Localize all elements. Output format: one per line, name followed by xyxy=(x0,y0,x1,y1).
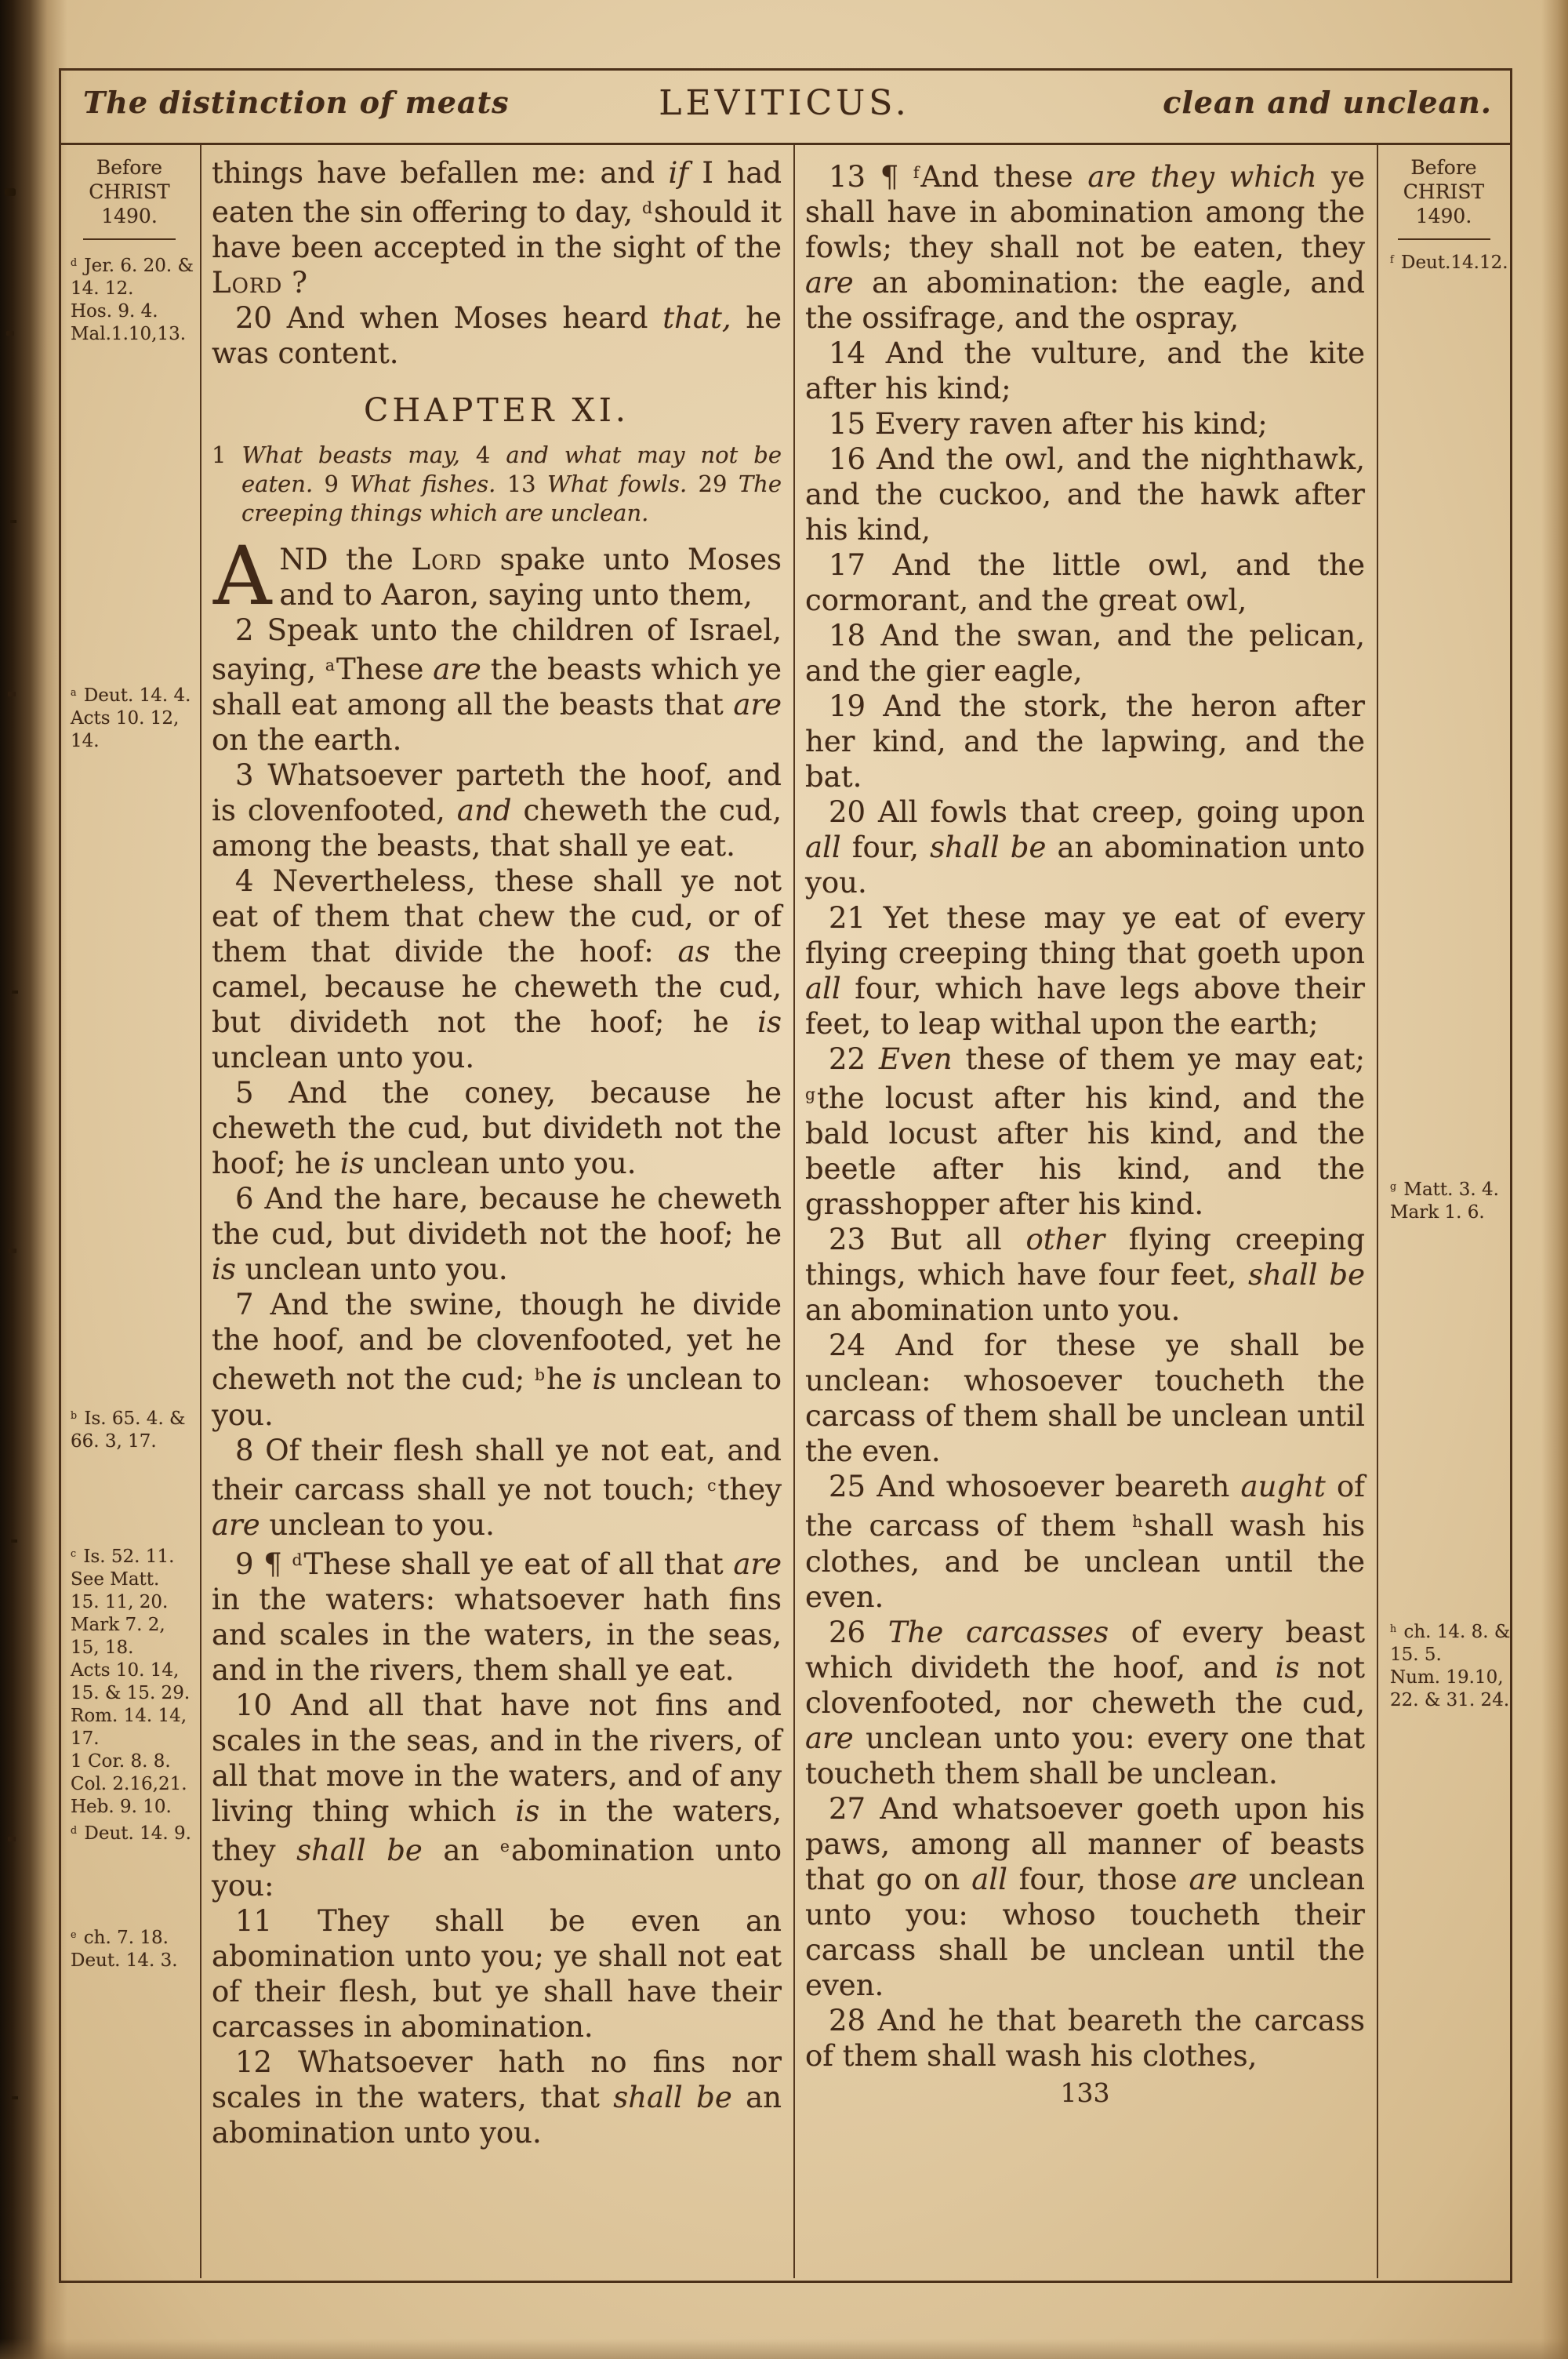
text-run: is xyxy=(757,1005,782,1040)
text-run: The carcasses xyxy=(887,1615,1109,1649)
text-run: See Matt. xyxy=(71,1568,160,1590)
book-title: LEVITICUS. xyxy=(659,83,910,123)
text-run: Mark 7. 2, xyxy=(71,1614,165,1635)
text-run: 15. 5. xyxy=(1390,1644,1442,1665)
text-run: things have befallen me: and xyxy=(212,156,669,190)
margin-note-line xyxy=(71,1796,198,1819)
verse-paragraph xyxy=(212,155,782,300)
margin-note-line xyxy=(71,730,198,753)
text-run: 16 And the owl, and the nighthawk, and the cuckoo, and the hawk after his kind, xyxy=(805,442,1365,547)
ref-letter: a xyxy=(71,686,77,698)
text-run: 7 And the swine, though he divide the hoof, and be clovenfooted, yet he cheweth not the cud; xyxy=(212,1288,782,1397)
verse-paragraph xyxy=(805,1615,1365,1791)
text-run: unclean unto you. xyxy=(364,1147,637,1181)
ref-letter: c xyxy=(707,1475,717,1495)
before-christ-block xyxy=(60,155,198,240)
text-run: Mal.1.10,13. xyxy=(71,323,187,344)
text-run: 17. xyxy=(71,1728,100,1749)
text-run: Hos. 9. 4. xyxy=(71,300,158,322)
before-christ-line: 1490. xyxy=(101,205,158,227)
text-run: 3 Whatsoever parteth the hoof, and is clovenfooted, xyxy=(212,758,782,828)
verse-paragraph xyxy=(212,529,782,624)
running-head-right: clean and unclean. xyxy=(1163,85,1492,120)
text-run: 14. 12. xyxy=(71,278,134,299)
text-run: is xyxy=(339,1147,365,1181)
verse-paragraph xyxy=(212,1543,782,1688)
verse-paragraph xyxy=(212,1287,782,1432)
margin-note-line xyxy=(71,1819,198,1845)
margin-note xyxy=(60,1404,198,1453)
margin-note-line xyxy=(71,1404,198,1430)
left-margin-column xyxy=(60,143,198,2278)
text-run: 25 And whosoever beareth xyxy=(829,1470,1241,1504)
text-run: 14. xyxy=(71,730,100,751)
text-run: other xyxy=(1025,1223,1105,1257)
text-run: is xyxy=(515,1794,540,1828)
text-run: 1 xyxy=(212,442,242,469)
text-run: are xyxy=(212,1507,260,1542)
text-run: four, xyxy=(840,831,931,865)
text-run: Deut. 14. 9. xyxy=(78,1823,191,1844)
ref-letter: e xyxy=(499,1836,510,1856)
text-run: 13 ¶ xyxy=(829,160,913,194)
verse-paragraph xyxy=(805,900,1365,1041)
margin-note xyxy=(60,1923,198,1972)
text-run: 4 Nevertheless, these shall ye not eat of them that chew the cud, or of them that divide the hoof: xyxy=(212,864,782,969)
margin-note-line xyxy=(71,323,198,346)
verse-paragraph xyxy=(805,1041,1365,1222)
text-run: 12 Whatsoever hath no fins nor scales in the waters, that xyxy=(212,2045,782,2115)
margin-note-line xyxy=(71,1614,198,1637)
verse-paragraph xyxy=(805,406,1365,442)
margin-note-line xyxy=(1390,1667,1508,1689)
text-run: an abomination: the eagle, and the ossifrage, and the ospray, xyxy=(805,266,1365,336)
text-run: unclean unto you: whoso toucheth their carcass shall be unclean until the even. xyxy=(805,1862,1366,2002)
text-run: Deut. 14. 4. xyxy=(78,685,191,706)
text-run: an xyxy=(422,1834,500,1868)
text-run: four, which have legs above their feet, to leap withal upon the earth; xyxy=(805,972,1365,1041)
text-run: CHAPTER XI. xyxy=(364,391,630,430)
before-christ-line: Before xyxy=(1410,156,1477,179)
text-run: The creeping things which are unclean. xyxy=(241,471,782,527)
text-run: Jer. 6. 20. & xyxy=(78,255,194,276)
text-run: 5 And the coney, because he cheweth the cud, but divideth not the hoof; he xyxy=(212,1076,782,1181)
ref-letter: h xyxy=(1390,1623,1397,1634)
text-run: 1 Cor. 8. 8. xyxy=(71,1750,171,1772)
verse-paragraph xyxy=(805,155,1365,336)
margin-note-line xyxy=(1390,1617,1511,1644)
verse-paragraph xyxy=(805,794,1365,900)
before-christ-line: 1490. xyxy=(1415,205,1472,227)
text-run: shall be xyxy=(613,2081,732,2115)
margin-note-line xyxy=(71,1542,198,1568)
text-run: 11 They shall be even an abomination unto you; ye shall not eat of their flesh, but ye shall have their carcasses in abomination. xyxy=(212,1904,782,2045)
before-christ-block xyxy=(1380,155,1508,240)
margin-note xyxy=(60,1542,198,1845)
text-run: and xyxy=(456,794,512,828)
text-run: unclean unto you. xyxy=(235,1252,508,1287)
before-christ-line: CHRIST xyxy=(89,180,170,203)
chapter-summary xyxy=(212,441,782,528)
chapter-heading xyxy=(212,393,782,428)
text-run: he xyxy=(546,1362,593,1397)
text-run: an abomination unto you. xyxy=(805,1293,1181,1328)
text-run: of the carcass of them xyxy=(805,1470,1365,1543)
margin-note xyxy=(60,681,198,753)
text-run: in the waters: whatsoever hath fins and scales in the waters, in the seas, and in the rivers, them shall ye eat. xyxy=(212,1582,782,1687)
margin-note-line xyxy=(71,251,198,278)
text-run: 22. & 31. 24. xyxy=(1390,1689,1510,1710)
text-run: four, those xyxy=(1007,1862,1189,1896)
verse-paragraph xyxy=(805,689,1365,794)
text-run: are they which xyxy=(1087,160,1317,194)
verse-paragraph xyxy=(212,1903,782,2045)
text-run: shall be xyxy=(930,831,1047,865)
text-run: 9 xyxy=(313,471,350,498)
margin-note-line xyxy=(71,1591,198,1614)
text-run: 19 And the stork, the heron after her kind, and the lapwing, and the bat. xyxy=(805,689,1365,794)
text-run: the camel, because he cheweth the cud, but divideth not the hoof; he xyxy=(212,935,782,1040)
margin-note-line xyxy=(71,1773,198,1796)
text-run: Deut.14.12. xyxy=(1395,252,1508,273)
margin-note-line xyxy=(71,1682,198,1705)
text-run: Deut. 14. 3. xyxy=(71,1950,178,1971)
margin-note-line xyxy=(71,1705,198,1728)
text-run: Acts 10. 14, xyxy=(71,1659,180,1681)
margin-note-line xyxy=(71,300,198,323)
margin-note xyxy=(60,251,198,346)
ref-letter: h xyxy=(1132,1512,1143,1532)
text-run: shall be xyxy=(1248,1258,1366,1292)
text-run: Num. 19.10, xyxy=(1390,1667,1504,1688)
text-run: What fishes. xyxy=(350,471,496,498)
verse-paragraph xyxy=(805,1791,1365,2003)
page-number: 133 xyxy=(1060,2077,1110,2108)
text-run: Is. 52. 11. xyxy=(78,1546,175,1567)
text-run: 29 xyxy=(687,471,739,498)
verse-paragraph xyxy=(212,2045,782,2150)
margin-note-line xyxy=(71,1923,198,1950)
verse-paragraph xyxy=(805,1328,1365,1469)
ref-letter: g xyxy=(805,1085,816,1104)
text-run: 66. 3, 17. xyxy=(71,1430,157,1452)
ref-letter: b xyxy=(535,1365,546,1385)
text-run: if xyxy=(668,156,689,190)
text-run: 8 Of their flesh shall ye not eat, and their carcass shall ye not touch; xyxy=(212,1433,782,1507)
text-run: Is. 65. 4. & xyxy=(78,1408,186,1429)
text-run: the beasts which ye shall eat among all the beasts that xyxy=(212,652,782,722)
text-run: unclean unto you. xyxy=(212,1041,475,1075)
text-run: that, xyxy=(662,301,731,336)
before-christ-rule xyxy=(83,238,176,240)
text-run: 15. & 15. 29. xyxy=(71,1682,191,1703)
text-run: he was content. xyxy=(212,301,782,371)
text-run: These xyxy=(336,652,434,687)
text-run: are xyxy=(433,652,481,687)
margin-note-line xyxy=(71,1728,198,1750)
small-caps-word: Lord xyxy=(212,266,283,300)
text-run: is xyxy=(1275,1650,1300,1685)
text-run: ch. 14. 8. & xyxy=(1398,1621,1511,1642)
text-column-left xyxy=(201,143,792,2278)
text-run: Even xyxy=(878,1042,953,1077)
text-run: 26 xyxy=(829,1615,888,1649)
margin-note xyxy=(1380,248,1508,274)
text-run: unclean unto you: every one that toucheth them shall be unclean. xyxy=(805,1721,1365,1790)
text-run: 15, 18. xyxy=(71,1637,134,1658)
margin-note-line xyxy=(71,1750,198,1773)
margin-note xyxy=(1380,1175,1508,1224)
text-run: What fowls. xyxy=(546,471,688,498)
text-run: is xyxy=(212,1252,236,1287)
margin-note xyxy=(1380,1617,1511,1712)
text-run: they xyxy=(717,1472,782,1507)
text-run: 23 But all xyxy=(829,1223,1026,1257)
text-run: I had eaten the sin offering to day, xyxy=(212,156,782,230)
verse-paragraph xyxy=(805,547,1365,618)
text-run: These shall ye eat of all that xyxy=(303,1547,734,1581)
verse-paragraph xyxy=(212,1075,782,1181)
text-run: aught xyxy=(1240,1470,1326,1504)
text-run: are xyxy=(805,266,854,300)
margin-note-line xyxy=(71,1659,198,1682)
text-run: are xyxy=(733,688,782,722)
text-run: are xyxy=(1189,1862,1238,1896)
text-run: ye shall have in abomination among the fowls; they shall not be eaten, they xyxy=(805,160,1365,265)
small-caps-word: Lord xyxy=(411,543,482,577)
page-bottom-edge xyxy=(0,2339,1568,2359)
margin-note-line xyxy=(1390,1644,1508,1667)
margin-note-line xyxy=(1390,1689,1508,1712)
margin-note-line xyxy=(1390,248,1508,274)
margin-note-line xyxy=(71,278,198,300)
text-run: Rom. 14. 14, xyxy=(71,1705,187,1726)
text-run: And these xyxy=(920,160,1088,194)
ref-letter: a xyxy=(325,656,336,675)
text-run: 27 And whatsoever goeth upon his paws, among all manner of beasts that go on xyxy=(805,1791,1365,1896)
verse-paragraph xyxy=(212,758,782,863)
text-run: 13 xyxy=(495,471,547,498)
before-christ-line: Before xyxy=(96,156,163,179)
ref-letter: d xyxy=(71,256,78,268)
ref-letter: d xyxy=(292,1550,303,1569)
text-run: Col. 2.16,21. xyxy=(71,1773,187,1794)
margin-note-line xyxy=(71,1568,198,1591)
column-rule-right xyxy=(1377,145,1378,2278)
drop-cap: A xyxy=(213,529,272,624)
text-run: 2 Speak unto the children of Israel, saying, xyxy=(212,613,782,687)
verse-paragraph xyxy=(805,1469,1365,1614)
verse-paragraph xyxy=(805,618,1365,689)
text-run: spake unto Moses and to Aaron, saying unto them, xyxy=(279,543,782,612)
text-run: shall wash his clothes, and be unclean until the even. xyxy=(805,1509,1366,1614)
text-run: abomination unto you: xyxy=(212,1834,782,1903)
verse-paragraph xyxy=(805,442,1365,547)
text-run: 24 And for these ye shall be unclean: whosoever toucheth the carcass of them shall be unclean until the even. xyxy=(805,1329,1365,1469)
ref-letter: d xyxy=(71,1823,78,1836)
text-run: Acts 10. 12, xyxy=(71,707,180,729)
verse-paragraph xyxy=(212,612,782,758)
ref-letter: d xyxy=(641,198,653,217)
text-run: 20 And when Moses heard xyxy=(235,301,663,336)
text-run: are xyxy=(805,1721,854,1755)
margin-note-line xyxy=(71,1430,198,1453)
text-run: all xyxy=(805,831,841,865)
text-run: all xyxy=(805,972,841,1006)
text-run: Heb. 9. 10. xyxy=(71,1796,172,1817)
text-run: on the earth. xyxy=(212,723,402,758)
verse-paragraph xyxy=(805,1222,1365,1328)
text-run: ch. 7. 18. xyxy=(78,1927,169,1948)
text-run: all xyxy=(971,1862,1007,1896)
text-run: are xyxy=(733,1547,782,1581)
ref-letter: f xyxy=(1390,253,1394,265)
margin-note-line xyxy=(1390,1201,1508,1224)
margin-note-line xyxy=(71,681,198,707)
margin-note-line xyxy=(1390,1175,1508,1201)
text-run: 15 Every raven after his kind; xyxy=(829,407,1268,442)
text-run: should it have been accepted in the sight of the xyxy=(212,195,782,265)
text-run: not clovenfooted, nor cheweth the cud, xyxy=(805,1650,1365,1720)
running-head-left: The distinction of meats xyxy=(83,85,510,120)
text-run: What beasts may, xyxy=(241,442,460,469)
text-run: ? xyxy=(282,266,307,300)
text-run: unclean to you. xyxy=(260,1507,495,1542)
text-run: shall be xyxy=(296,1834,423,1868)
text-run: unclean to you. xyxy=(212,1362,782,1432)
text-run: 15. 11, 20. xyxy=(71,1591,169,1612)
spine-marks xyxy=(5,188,16,196)
text-run: ND the xyxy=(279,543,412,577)
before-christ-line: CHRIST xyxy=(1403,180,1485,203)
text-run: 4 xyxy=(459,442,506,469)
text-run: 22 xyxy=(829,1042,879,1077)
text-run: and what may not be eaten. xyxy=(241,442,782,498)
text-run: Matt. 3. 4. xyxy=(1398,1179,1499,1200)
text-run: in the waters, they xyxy=(212,1794,782,1868)
text-run: the locust after his kind, and the bald locust after his kind, and the beetle after his kind, and the grasshopper after his kind. xyxy=(805,1081,1365,1222)
text-run: cheweth the cud, among the beasts, that shall ye eat. xyxy=(212,794,782,863)
text-run: is xyxy=(592,1362,617,1397)
verse-paragraph xyxy=(212,863,782,1075)
text-run: 21 Yet these may ye eat of every flying creeping thing that goeth upon xyxy=(805,901,1365,971)
text-run: 10 And all that have not fins and scales in the seas, and in the rivers, of all that move in the waters, and of any living thing which xyxy=(212,1688,782,1828)
verse-paragraph xyxy=(212,1181,782,1287)
text-run: 17 And the little owl, and the cormorant, and the great owl, xyxy=(805,548,1365,618)
before-christ-rule xyxy=(1398,238,1490,240)
ref-letter: f xyxy=(913,163,920,182)
verse-paragraph xyxy=(212,1433,782,1543)
text-run: 14 And the vulture, and the kite after his kind; xyxy=(805,336,1365,406)
margin-note-line xyxy=(71,1950,198,1972)
text-column-right xyxy=(795,143,1375,2278)
verse-paragraph xyxy=(805,336,1365,406)
text-run: as xyxy=(677,935,710,969)
verse-paragraph xyxy=(805,2003,1365,2074)
text-run: an abomination unto you. xyxy=(212,2081,782,2150)
margin-note-line xyxy=(71,707,198,730)
margin-note-line xyxy=(71,1637,198,1659)
text-run: of every beast which divideth the hoof, and xyxy=(805,1615,1365,1685)
text-run: flying creeping things, which have four feet, xyxy=(805,1223,1366,1292)
verse-paragraph xyxy=(212,1688,782,1903)
text-run: 6 And the hare, because he cheweth the cud, but divideth not the hoof; he xyxy=(212,1182,782,1252)
page-curl-edge xyxy=(1541,0,1568,2359)
right-margin-column xyxy=(1380,143,1511,2278)
text-run: these of them ye may eat; xyxy=(952,1042,1366,1077)
ref-letter: e xyxy=(71,1928,77,1940)
text-run: 18 And the swan, and the pelican, and the gier eagle, xyxy=(805,619,1365,689)
text-run: Mark 1. 6. xyxy=(1390,1201,1485,1223)
book-spine-edge xyxy=(0,0,67,2359)
verse-paragraph xyxy=(212,300,782,371)
text-run: 28 And he that beareth the carcass of them shall wash his clothes, xyxy=(805,2003,1365,2073)
running-head xyxy=(61,71,1508,143)
text-run: 9 ¶ xyxy=(235,1547,292,1581)
text-run: 20 All fowls that creep, going upon xyxy=(829,795,1365,830)
ref-letter: c xyxy=(71,1547,77,1559)
ref-letter: b xyxy=(71,1409,78,1421)
text-run: an abomination unto you. xyxy=(805,831,1365,900)
ref-letter: g xyxy=(1390,1180,1397,1192)
